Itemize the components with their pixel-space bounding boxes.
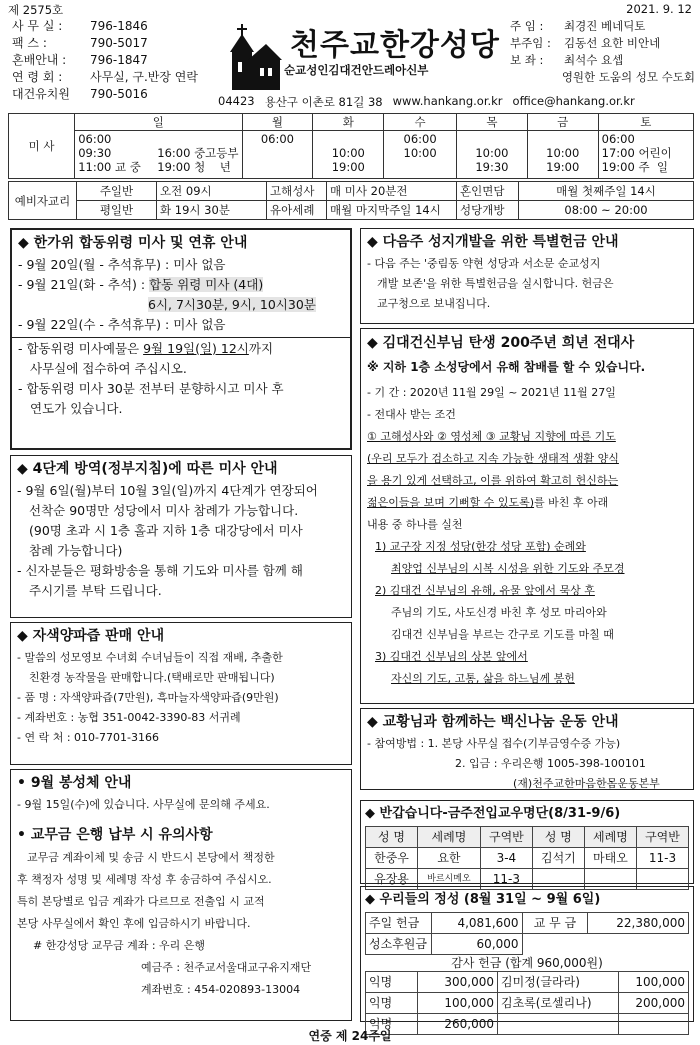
section-title: ◆ 김대건신부님 탄생 200주년 희년 전대사 <box>367 335 635 351</box>
clergy-list <box>510 18 695 86</box>
notice-line: 특히 본당별로 입금 계좌가 다르므로 전출입 시 교적 <box>17 895 265 908</box>
table-header: 구역반 <box>636 827 688 848</box>
notice-line: - 전대사 받는 조건 <box>367 408 456 421</box>
mass-schedule-table <box>8 113 694 179</box>
notice-line: # 한강성당 교무금 계좌 : 우리 은행 <box>33 939 206 952</box>
day-tue: 화 <box>313 114 384 131</box>
notice-line: 친환경 농작물을 판매합니다.(택배로만 판매됩니다) <box>29 671 275 684</box>
day-mon: 월 <box>242 114 313 131</box>
cell: 22,380,000 <box>588 913 689 934</box>
contact-value: 790-5017 <box>90 36 148 50</box>
catechism-table <box>8 181 694 220</box>
cell: 08:00 ~ 20:00 <box>519 201 694 220</box>
highlight-text: 합동 위령 미사 (4대) <box>149 277 264 292</box>
notice-line: 후 책정자 성명 및 세례명 작성 후 송금하여 주십시오. <box>17 873 272 886</box>
notice-line: - 9월 20일(월 - 추석휴무) : 미사 없음 <box>18 257 226 272</box>
clergy-name: 영원한 도움의 성모 수도회 <box>561 70 695 84</box>
table-header: 세례명 <box>418 827 481 848</box>
offering-table <box>365 912 689 955</box>
cell: 익명 <box>366 972 418 993</box>
table-row <box>366 972 689 993</box>
underlined-text: 1) 교구장 지정 성당(한강 성당 포함) 순례와 <box>375 540 586 553</box>
contact-value: 796-1847 <box>90 53 148 67</box>
notice-line: (90명 초과 시 1층 홀과 지하 1층 대강당에서 미사 <box>29 523 303 538</box>
contact-label: 사 무 실 : <box>12 19 63 33</box>
notice-line: 선착순 90명만 성당에서 미사 참례가 가능합니다. <box>29 503 299 518</box>
notice-line: 개발 보존'을 위한 특별헌금을 실시합니다. 헌금은 <box>377 277 614 290</box>
notice-line: ※ 지하 1층 소성당에서 유해 참배를 할 수 있습니다. <box>367 360 646 374</box>
issue-number: 제 2575호 <box>8 3 64 17</box>
notice-line: 주시기를 부탁 드립니다. <box>29 583 162 598</box>
notice-line: - 말씀의 성모영보 수녀회 수녀님들이 직접 재배, 추출한 <box>17 651 283 664</box>
notice-line: - 9월 6일(월)부터 10월 3일(일)까지 4단계가 연장되어 <box>17 483 318 498</box>
notice-line: - 9월 21일(화 - 추석) : <box>18 277 150 292</box>
cell: 평일반 <box>77 201 157 220</box>
bottom-left-notices <box>10 769 352 1021</box>
street-address: 용산구 이촌로 81길 38 <box>264 95 383 109</box>
cell: 100,000 <box>418 993 498 1014</box>
account-number: 계좌번호 : 454-020893-13004 <box>141 983 301 996</box>
underlined-text: ① 고해성사와 ② 영성체 ③ 교황님 지향에 따른 기도 <box>367 430 616 443</box>
cell: 김석기 <box>532 848 584 869</box>
underlined-text: 자신의 기도, 고통, 삶을 하느님께 봉헌 <box>391 672 575 685</box>
mass-times: 06:00 17:00 어린이 19:00 주 일 <box>598 131 693 179</box>
thanks-offering-table <box>365 971 689 1035</box>
underlined-text: 을 용기 있게 선택하고, 이를 위하여 확고히 헌신하는 <box>367 474 619 487</box>
cell: 11-3 <box>636 848 688 869</box>
contact-value: 사무실, 구.반장 연락 <box>90 70 198 84</box>
cell: 익명 <box>366 993 418 1014</box>
notice-line: 2. 입금 : 우리은행 1005-398-100101 <box>455 757 646 770</box>
cell: 100,000 <box>618 972 688 993</box>
chuseok-notice <box>10 228 352 450</box>
contact-label: 혼배안내 : <box>12 53 67 67</box>
cell: 매월 마지막주일 14시 <box>327 201 457 220</box>
mass-times: 06:00 09:30 11:00 교 중 <box>75 131 155 179</box>
zip-code: 04423 <box>218 94 255 108</box>
section-title: • 9월 봉성체 안내 <box>17 775 132 791</box>
day-thu: 목 <box>456 114 527 131</box>
cell: 요한 <box>418 848 481 869</box>
header-bar <box>8 2 692 16</box>
mass-times: 06:00 <box>242 131 313 179</box>
address-line <box>218 94 692 110</box>
cell: 성소후원금 <box>366 934 432 955</box>
special-offering-notice <box>360 228 694 324</box>
day-fri: 금 <box>527 114 598 131</box>
section-title: ◆ 반갑습니다-금주전입교우명단(8/31-9/6) <box>365 806 621 821</box>
office-contacts <box>12 18 212 103</box>
notice-line: 참례 가능합니다) <box>29 543 123 558</box>
cell: 60,000 <box>432 934 523 955</box>
section-title: ◆ 자색양파즙 판매 안내 <box>17 628 165 644</box>
newcomers-section <box>360 800 694 884</box>
underlined-text: (우리 모두가 검소하고 지속 가능한 생태적 생활 양식 <box>367 452 619 465</box>
notice-line: - 다음 주는 '중림동 약현 성당과 서소문 순교성지 <box>367 257 601 270</box>
mass-label: 미 사 <box>9 114 75 179</box>
vaccine-notice <box>360 708 694 790</box>
thanks-offering-heading: 감사 헌금 (합계 960,000원) <box>451 956 603 970</box>
notice-line: 까지 <box>248 341 274 356</box>
jubilee-notice <box>360 328 694 704</box>
cell: 오전 09시 <box>157 182 267 201</box>
clergy-role: 주 임 : <box>510 19 544 33</box>
mass-times: 06:00 10:00 <box>384 131 457 179</box>
table-row <box>366 848 689 869</box>
newcomers-table <box>365 826 689 890</box>
cell: 마태오 <box>584 848 636 869</box>
underlined-text: 2) 김대건 신부님의 유해, 유물 앞에서 묵상 후 <box>375 584 595 597</box>
cell: 교 무 금 <box>522 913 588 934</box>
cell: 주일 헌금 <box>366 913 432 934</box>
cell: 화 19시 30분 <box>157 201 267 220</box>
table-row <box>366 913 689 934</box>
notice-line: 교구청으로 보내집니다. <box>377 297 491 310</box>
section-title: ◆ 한가위 합동위령 미사 및 연휴 안내 <box>18 235 248 251</box>
clergy-role: 부주임 : <box>510 36 551 50</box>
contact-label: 대건유치원 <box>12 87 70 101</box>
notice-line: 본당 사무실에서 확인 후에 입금하시기 바랍니다. <box>17 917 251 930</box>
notice-line: 를 바친 후 아래 <box>534 496 609 509</box>
covid-notice <box>10 455 352 618</box>
notice-line: 내용 중 하나를 실천 <box>367 518 463 531</box>
day-sat: 토 <box>598 114 693 131</box>
underlined-text: 최양업 신부님의 시복 시성을 위한 기도와 주모경 <box>391 562 625 575</box>
contact-value: 790-5016 <box>90 87 148 101</box>
cell: 매 미사 20분전 <box>327 182 457 201</box>
cell: 11-3 <box>480 869 532 890</box>
notice-line: - 합동위령 미사 30분 전부터 분향하시고 미사 후 <box>18 381 284 396</box>
section-title: • 교무금 은행 납부 시 유의사항 <box>17 827 213 843</box>
church-logo-icon <box>222 22 282 92</box>
table-header: 구역반 <box>480 827 532 848</box>
cell: 4,081,600 <box>432 913 523 934</box>
notice-line: 사무실에 접수하여 주십시오. <box>30 361 187 376</box>
onion-juice-notice <box>10 622 352 765</box>
cell: 260,000 <box>418 1014 498 1035</box>
clergy-role <box>510 69 562 86</box>
underlined-text: 젊은이들을 보며 기뻐할 수 있도록) <box>367 496 535 509</box>
underlined-text: 3) 김대건 신부님의 상본 앞에서 <box>375 650 528 663</box>
chuseok-note <box>12 337 350 420</box>
notice-line: - 참여방법 : 1. 본당 사무실 접수(기부금영수증 가능) <box>367 737 621 750</box>
notice-line: 연도가 있습니다. <box>30 401 123 416</box>
section-title: ◆ 4단계 방역(정부지침)에 따른 미사 안내 <box>17 461 278 477</box>
clergy-name: 최경진 베네딕토 <box>564 19 646 33</box>
day-wed: 수 <box>384 114 457 131</box>
notice-line: 주님의 기도, 사도신경 바친 후 성모 마리아와 <box>391 606 607 619</box>
contact-label: 연 령 회 : <box>12 70 63 84</box>
notice-line: - 합동위령 미사예물은 <box>18 341 144 356</box>
email-link[interactable]: office@hankang.or.kr <box>512 94 635 108</box>
liturgical-week-footer: 연중 제 24주일 <box>308 1029 392 1043</box>
cell: 매월 첫째주일 14시 <box>519 182 694 201</box>
notice-line: - 기 간 : 2020년 11월 29일 ~ 2021년 11월 27일 <box>367 386 616 399</box>
clergy-name: 최석수 요셉 <box>564 53 624 67</box>
masthead-title: 천주교한강성당 <box>290 28 500 63</box>
table-row <box>366 934 689 955</box>
notice-line: - 연 락 처 : 010-7701-3166 <box>17 731 159 744</box>
notice-line: - 품 명 : 자색양파즙(7만원), 흑마늘자색양파즙(9만원) <box>17 691 279 704</box>
clergy-role: 보 좌 : <box>510 53 544 67</box>
cell: 고해성사 <box>267 182 327 201</box>
contact-value: 796-1846 <box>90 19 148 33</box>
notice-line: - 계좌번호 : 농협 351-0042-3390-83 서귀례 <box>17 711 241 724</box>
cell: 성당개방 <box>457 201 519 220</box>
clergy-name: 김동선 요한 비안네 <box>564 36 661 50</box>
masthead-subtitle: 순교성인김대건안드레아신부 <box>284 63 429 77</box>
notice-line: - 9월 22일(수 - 추석휴무) : 미사 없음 <box>18 317 226 332</box>
cell: 200,000 <box>618 993 688 1014</box>
section-title: ◆ 교황님과 함께하는 백신나눔 운동 안내 <box>367 714 619 730</box>
cell: 300,000 <box>418 972 498 993</box>
cell: 한중우 <box>366 848 418 869</box>
highlight-text: 6시, 7시30분, 9시, 10시30분 <box>148 297 316 312</box>
cell: 바르시메오 <box>418 869 481 890</box>
notice-line: 김대건 신부님을 부르는 간구로 기도를 마칠 때 <box>391 628 614 641</box>
offering-section <box>360 886 694 1031</box>
table-header: 성 명 <box>532 827 584 848</box>
underlined-text: 9월 19일(일) 12시 <box>143 341 249 356</box>
notice-line: (재)천주교한마음한몸운동본부 <box>513 777 660 790</box>
issue-date: 2021. 9. 12 <box>626 2 692 16</box>
notice-line: 교무금 계좌이체 및 송금 시 반드시 본당에서 책정한 <box>27 851 275 864</box>
catechism-label: 예비자교리 <box>9 182 77 220</box>
website-link[interactable]: www.hankang.or.kr <box>392 94 503 108</box>
table-header: 성 명 <box>366 827 418 848</box>
mass-times: 10:00 19:30 <box>456 131 527 179</box>
mass-times: 16:00 중고등부 19:00 청 년 <box>154 131 242 179</box>
cell: 유장용 <box>366 869 418 890</box>
cell: 혼인면담 <box>457 182 519 201</box>
day-sun: 일 <box>75 114 242 131</box>
cell: 주일반 <box>77 182 157 201</box>
cell: 3-4 <box>480 848 532 869</box>
table-row <box>366 993 689 1014</box>
notice-line: - 9월 15일(수)에 있습니다. 사무실에 문의해 주세요. <box>17 798 270 811</box>
cell: 김초록(로셀리나) <box>498 993 619 1014</box>
mass-times: 10:00 19:00 <box>527 131 598 179</box>
section-title: ◆ 다음주 성지개발을 위한 특별헌금 안내 <box>367 234 619 250</box>
table-header: 세례명 <box>584 827 636 848</box>
cell: 김미정(글라라) <box>498 972 619 993</box>
cell: 익명 <box>366 1014 418 1035</box>
section-title: ◆ 우리들의 정성 (8월 31일 ~ 9월 6일) <box>365 892 601 907</box>
notice-line: - 신자분들은 평화방송을 통해 기도와 미사를 함께 해 <box>17 563 303 578</box>
mass-times: 10:00 19:00 <box>313 131 384 179</box>
contact-label: 팩 스 : <box>12 36 47 50</box>
notice-line: 예금주 : 천주교서울대교구유지재단 <box>141 961 312 974</box>
cell: 유아세례 <box>267 201 327 220</box>
